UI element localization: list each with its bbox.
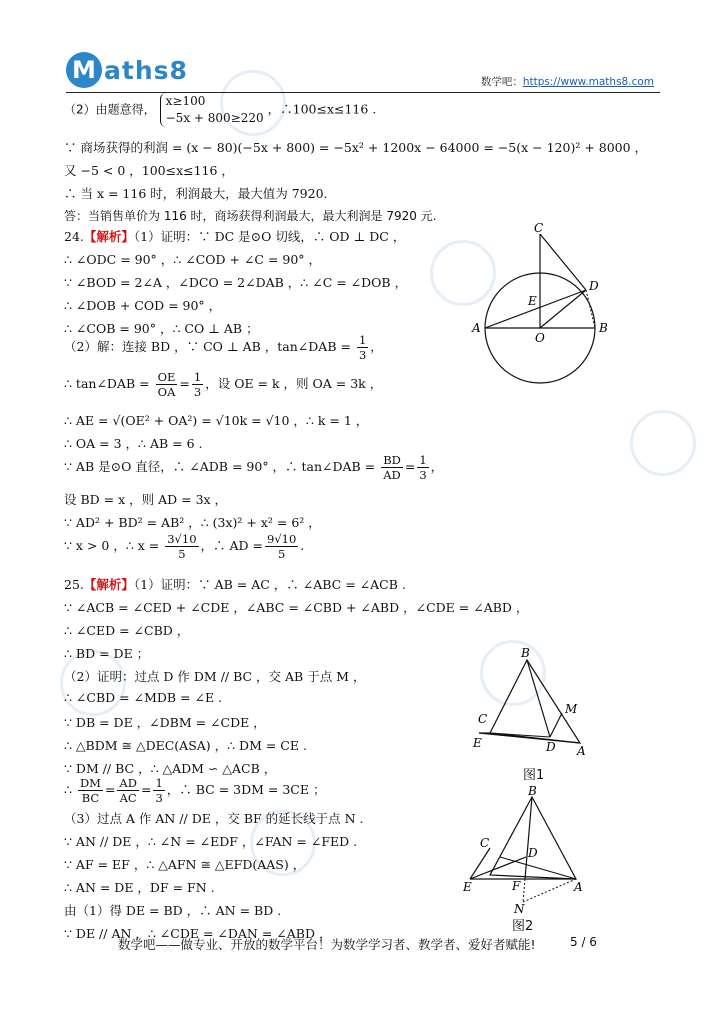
solution-line xyxy=(64,370,382,399)
text: ∵ x > 0 ，∴ x = xyxy=(64,538,160,553)
denominator: 5 xyxy=(178,547,186,561)
text: = xyxy=(104,782,116,797)
text: ， xyxy=(430,459,444,474)
figure-1-caption: 图1 xyxy=(523,768,545,783)
label-n: N xyxy=(514,902,525,915)
text: ∴ xyxy=(64,782,72,797)
solution-line: 又 −5 < 0 ，100≤x≤116 ， xyxy=(64,163,234,178)
fraction xyxy=(156,370,178,399)
problem-25-header xyxy=(64,575,406,593)
problem-number: 24. xyxy=(64,229,84,244)
segment-na-dashed xyxy=(523,879,576,902)
fraction xyxy=(192,370,203,399)
label-b: B xyxy=(521,646,530,660)
numerator: 9√10 xyxy=(267,532,297,546)
text: ∴ tan∠DAB = xyxy=(64,376,150,391)
solution-line: ∵ DB = DE ，∠DBM = ∠CDE ， xyxy=(64,715,266,730)
solution-line: ∴ △BDM ≅ △DEC(ASA) ，∴ DM = CE . xyxy=(64,738,307,753)
label-a: A xyxy=(574,880,583,894)
logo-text: aths8 xyxy=(104,56,188,85)
solution-line: 答：当销售单价为 116 时，商场获得利润最大，最大利润是 7920 元. xyxy=(64,209,437,223)
page-header xyxy=(66,52,660,93)
solution-line xyxy=(64,776,325,805)
solution-line xyxy=(64,93,376,127)
solution-line: ∴ ∠ODC = 90° ，∴ ∠COD + ∠C = 90° ， xyxy=(64,252,322,267)
solution-line: ∴ ∠DOB + COD = 90° ， xyxy=(64,298,222,313)
fraction xyxy=(165,532,198,561)
solution-line: ∵ ∠BOD = 2∠A ，∠DCO = 2∠DAB ，∴ ∠C = ∠DOB ， xyxy=(64,275,408,290)
label-a: A xyxy=(472,321,481,335)
figure-2-caption: 图2 xyxy=(512,919,534,934)
label-d: D xyxy=(546,740,556,754)
label-c: C xyxy=(534,221,544,235)
solution-line: ∴ BD = DE ； xyxy=(64,646,150,661)
text: ， xyxy=(370,339,383,354)
analysis-tag: 【解析】 xyxy=(83,577,134,592)
text: = xyxy=(404,459,416,474)
solution-line xyxy=(64,453,443,482)
text: ∵ AB 是⊙O 直径，∴ ∠ADB = 90° ，∴ tan∠DAB = xyxy=(64,459,376,474)
label-m: M xyxy=(565,702,578,716)
numerator: OE xyxy=(157,370,176,384)
solution-line: （3）过点 A 作 AN // DE ，交 BF 的延长线于点 N . xyxy=(64,811,364,826)
inequality-system xyxy=(160,93,264,127)
solution-line xyxy=(64,532,304,561)
text: = xyxy=(179,376,190,391)
label-a: A xyxy=(577,744,586,755)
text: ，∴ AD = xyxy=(200,538,263,553)
solution-line: ∵ ∠ACB = ∠CED + ∠CDE ，∠ABC = ∠CBD + ∠ABD ，∠CDE = ∠ABD ， xyxy=(64,600,529,615)
denominator: BC xyxy=(81,791,100,805)
segment-dm xyxy=(550,713,562,737)
solution-line: ∵ DE // AN ，∴ ∠CDE = ∠DAN = ∠ABD ， xyxy=(64,926,332,941)
denominator: AC xyxy=(119,791,137,805)
label-e: E xyxy=(473,736,482,750)
fraction xyxy=(153,776,164,805)
numerator: 1 xyxy=(358,333,367,347)
solution-line xyxy=(64,333,383,362)
page-number: 5 / 6 xyxy=(570,935,597,949)
watermark-logo xyxy=(630,410,696,476)
denominator: 3 xyxy=(155,791,163,805)
numerator: 3√10 xyxy=(167,532,197,546)
text: ，∴ BC = 3DM = 3CE ； xyxy=(166,782,326,797)
figure-24-circle-diagram xyxy=(468,218,618,390)
label-b: B xyxy=(528,785,537,798)
fraction xyxy=(357,333,368,362)
label-o: O xyxy=(535,331,545,345)
footer-slogan: 数学吧——做专业、开放的数学平台！为数学学习者、教学者、爱好者赋能! xyxy=(118,937,536,952)
numerator: 1 xyxy=(193,370,202,384)
segment-ea xyxy=(479,733,580,743)
denominator: 3 xyxy=(358,348,367,362)
solution-line: ∴ OA = 3 ，∴ AB = 6 . xyxy=(64,436,203,451)
solution-line: ∴ ∠CED = ∠CBD ， xyxy=(64,623,190,638)
denominator: AD xyxy=(383,468,401,482)
text: ，∴100≤x≤116 . xyxy=(267,101,377,117)
denominator: 3 xyxy=(193,385,202,399)
text: ，设 OE = k ，则 OA = 3k ， xyxy=(205,376,383,391)
figure-1-triangle-diagram xyxy=(470,645,600,755)
segment-bd xyxy=(527,660,550,737)
denominator: 5 xyxy=(277,547,286,561)
fraction xyxy=(381,453,403,482)
text: （2）解：连接 BD ，∵ CO ⊥ AB ，tan∠DAB = xyxy=(64,339,351,354)
text: （2）由题意得， xyxy=(64,102,156,117)
segment-cd xyxy=(540,234,586,290)
inequality-b: −5x + 800≥220 xyxy=(165,111,264,125)
numerator: 1 xyxy=(419,453,427,467)
label-e: E xyxy=(463,880,472,894)
denominator: OA xyxy=(157,385,176,399)
text: （1）证明：∵ DC 是⊙O 切线，∴ OD ⊥ DC ， xyxy=(133,229,406,244)
solution-line: ∴ 当 x = 116 时，利润最大，最大值为 7920. xyxy=(64,186,328,201)
solution-line: （2）证明：过点 D 作 DM // BC ，交 AB 于点 M ， xyxy=(64,669,366,684)
text: （1）证明：∵ AB = AC ，∴ ∠ABC = ∠ACB . xyxy=(133,577,406,592)
site-url-link[interactable]: https://www.maths8.com xyxy=(522,76,654,88)
label-d: D xyxy=(589,279,599,293)
solution-line: ∴ AN = DE ，DF = FN . xyxy=(64,880,215,895)
solution-line: 设 BD = x ，则 AD = 3x ， xyxy=(64,492,228,507)
solution-line: ∴ ∠COB = 90° ，∴ CO ⊥ AB ； xyxy=(64,321,259,336)
segment-ce xyxy=(470,848,490,879)
solution-line: ∵ AN // DE ，∴ ∠N = ∠EDF ，∠FAN = ∠FED . xyxy=(64,834,358,849)
fraction xyxy=(117,776,139,805)
label-f: F xyxy=(512,879,521,893)
fraction xyxy=(265,532,298,561)
numerator: BD xyxy=(383,453,401,467)
site-label: 数学吧： xyxy=(480,76,523,88)
text: = xyxy=(140,782,152,797)
segment-bd-dashed xyxy=(586,290,595,328)
label-c: C xyxy=(480,836,490,850)
solution-line: 由（1）得 DE = BD ，∴ AN = BD . xyxy=(64,903,282,918)
label-b: B xyxy=(599,321,608,335)
maths8-logo-icon: M xyxy=(66,52,102,88)
solution-line: ∵ AD² + BD² = AB² ，∴ (3x)² + x² = 6² ， xyxy=(64,515,321,530)
fraction xyxy=(417,453,428,482)
fraction xyxy=(78,776,103,805)
numerator: 1 xyxy=(155,776,163,790)
label-e: E xyxy=(528,294,537,308)
inequality-a: x≥100 xyxy=(165,94,206,108)
analysis-tag: 【解析】 xyxy=(83,229,134,244)
label-c: C xyxy=(478,712,488,726)
solution-line: ∵ 商场获得的利润 = (x − 80)(−5x + 800) = −5x² + 1200x − 64000 = −5(x − 120)² + 8000 ， xyxy=(64,140,648,155)
site-link-block xyxy=(481,74,654,89)
problem-24-header xyxy=(64,227,405,245)
segment-fn-dashed xyxy=(523,879,525,902)
solution-line: ∵ DM // BC ，∴ △ADM ∽ △ACB ， xyxy=(64,761,277,776)
segment-od xyxy=(540,290,586,328)
solution-line: ∴ ∠CBD = ∠MDB = ∠E . xyxy=(64,690,223,705)
numerator: DM xyxy=(79,776,101,790)
text: . xyxy=(300,538,305,553)
problem-number: 25. xyxy=(64,577,84,592)
figure-2-triangle-diagram xyxy=(460,785,590,915)
solution-line: ∵ AF = EF ，∴ △AFN ≅ △EFD(AAS) ， xyxy=(64,857,306,872)
solution-line: ∴ AE = √(OE² + OA²) = √10k = √10 ，∴ k = 1 ， xyxy=(64,413,369,428)
numerator: AD xyxy=(119,776,137,790)
label-d: D xyxy=(528,846,538,860)
denominator: 3 xyxy=(419,468,427,482)
